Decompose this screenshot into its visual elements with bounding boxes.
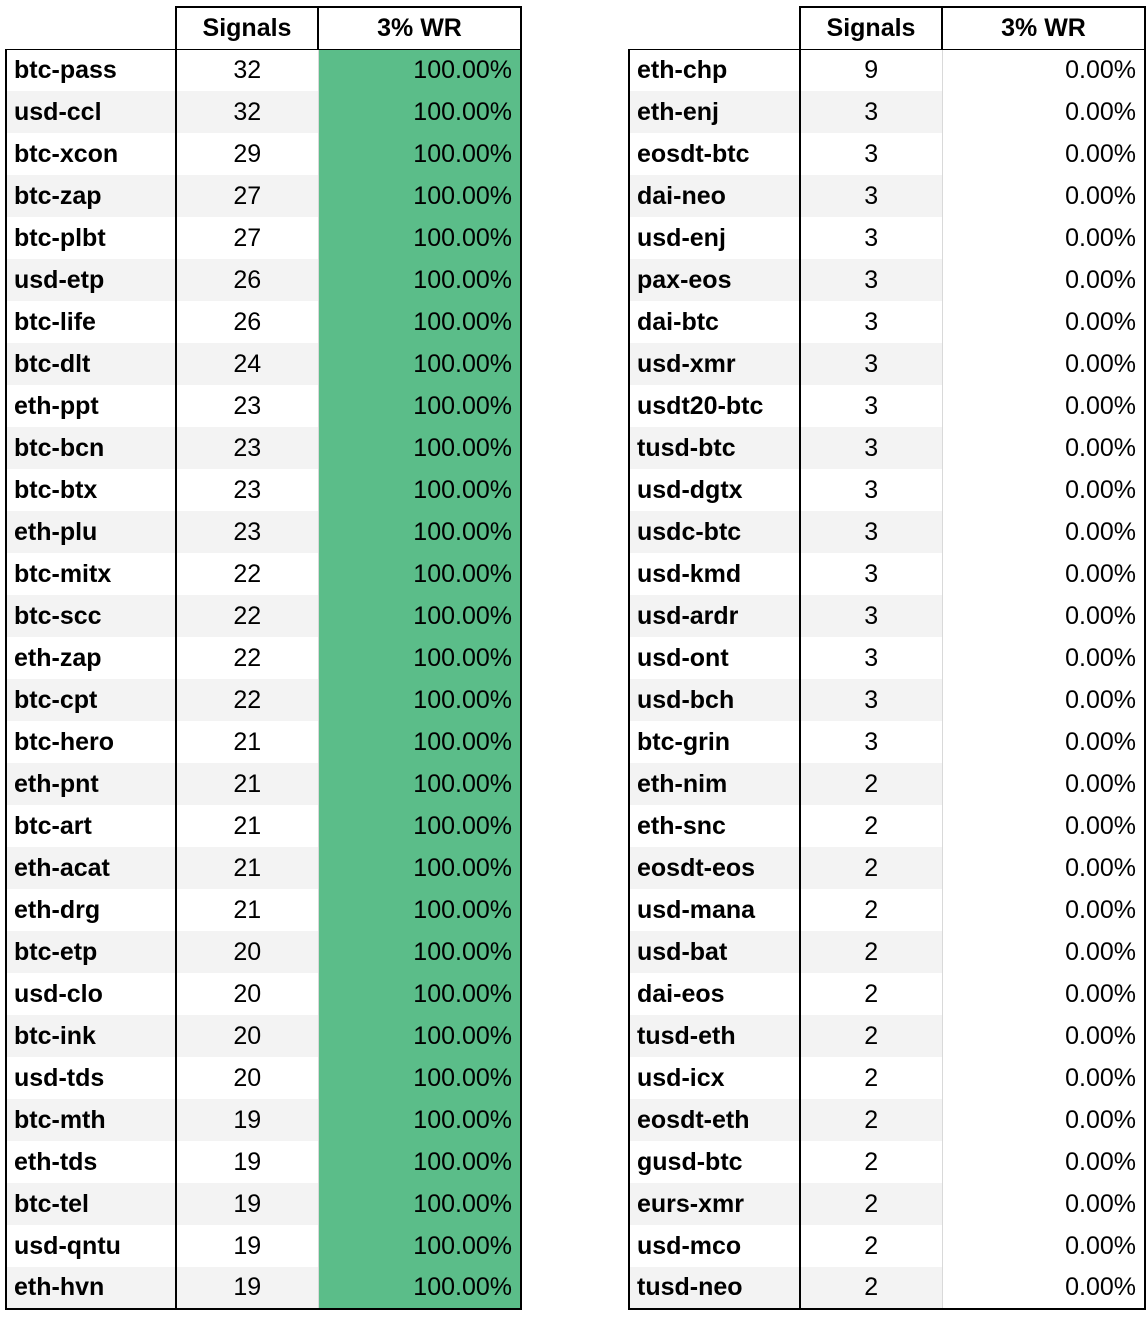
signals-cell: 32: [176, 91, 318, 133]
win-rate-cell: 0.00%: [942, 217, 1145, 259]
signals-cell: 2: [800, 763, 942, 805]
signals-cell: 3: [800, 133, 942, 175]
win-rate-cell: 0.00%: [942, 133, 1145, 175]
pair-cell: usd-mco: [629, 1225, 800, 1267]
pair-cell: btc-life: [6, 301, 176, 343]
win-rate-cell: 100.00%: [318, 49, 521, 91]
signals-cell: 23: [176, 511, 318, 553]
pair-cell: dai-eos: [629, 973, 800, 1015]
signals-cell: 19: [176, 1141, 318, 1183]
table-row: [6, 511, 521, 553]
win-rate-cell: 100.00%: [318, 679, 521, 721]
signals-cell: 19: [176, 1267, 318, 1309]
signals-cell: 19: [176, 1183, 318, 1225]
table-row: [6, 175, 521, 217]
table-row: [629, 469, 1145, 511]
signals-cell: 2: [800, 1057, 942, 1099]
win-rate-cell: 100.00%: [318, 1183, 521, 1225]
win-rate-cell: 100.00%: [318, 637, 521, 679]
table-row: [629, 175, 1145, 217]
pair-cell: eth-drg: [6, 889, 176, 931]
table-row: [6, 763, 521, 805]
pair-cell: usd-mana: [629, 889, 800, 931]
signals-cell: 9: [800, 49, 942, 91]
pair-cell: usd-enj: [629, 217, 800, 259]
win-rate-cell: 100.00%: [318, 847, 521, 889]
table-row: [629, 1225, 1145, 1267]
signals-cell: 21: [176, 889, 318, 931]
win-rate-cell: 100.00%: [318, 133, 521, 175]
win-rate-cell: 100.00%: [318, 511, 521, 553]
signals-cell: 3: [800, 721, 942, 763]
win-rate-cell: 100.00%: [318, 91, 521, 133]
win-rate-cell: 100.00%: [318, 301, 521, 343]
win-rate-cell: 100.00%: [318, 1267, 521, 1309]
table-row: [629, 343, 1145, 385]
table-row: [629, 637, 1145, 679]
win-rate-cell: 100.00%: [318, 889, 521, 931]
signals-cell: 26: [176, 259, 318, 301]
table-row: [629, 973, 1145, 1015]
table-row: [6, 973, 521, 1015]
signals-cell: 3: [800, 595, 942, 637]
pair-cell: usd-icx: [629, 1057, 800, 1099]
table-row: [6, 637, 521, 679]
pair-cell: btc-xcon: [6, 133, 176, 175]
win-rate-cell: 100.00%: [318, 1141, 521, 1183]
table-row: [629, 1099, 1145, 1141]
signals-cell: 23: [176, 469, 318, 511]
pair-cell: eth-ppt: [6, 385, 176, 427]
signals-cell: 23: [176, 427, 318, 469]
right-results-table: [628, 6, 1146, 1310]
pair-cell: btc-btx: [6, 469, 176, 511]
table-row: [6, 133, 521, 175]
table-row: [629, 721, 1145, 763]
table-row: [6, 469, 521, 511]
signals-cell: 2: [800, 1225, 942, 1267]
table-row: [629, 259, 1145, 301]
win-rate-cell: 100.00%: [318, 1099, 521, 1141]
table-row: [629, 805, 1145, 847]
signals-cell: 3: [800, 679, 942, 721]
pair-cell: usdc-btc: [629, 511, 800, 553]
table-row: [629, 133, 1145, 175]
signals-cell: 3: [800, 511, 942, 553]
pair-cell: eth-enj: [629, 91, 800, 133]
table-row: [6, 385, 521, 427]
pair-cell: dai-btc: [629, 301, 800, 343]
pair-cell: btc-hero: [6, 721, 176, 763]
signals-cell: 19: [176, 1099, 318, 1141]
win-rate-cell: 100.00%: [318, 553, 521, 595]
pair-cell: usd-dgtx: [629, 469, 800, 511]
table-row: [629, 763, 1145, 805]
pair-cell: tusd-btc: [629, 427, 800, 469]
table-row: [6, 343, 521, 385]
pair-cell: usd-ont: [629, 637, 800, 679]
signals-cell: 21: [176, 721, 318, 763]
table-row: [6, 1183, 521, 1225]
pair-cell: eth-nim: [629, 763, 800, 805]
pair-cell: eth-snc: [629, 805, 800, 847]
signals-cell: 20: [176, 1015, 318, 1057]
table-row: [629, 217, 1145, 259]
table-row: [6, 427, 521, 469]
pair-cell: eosdt-eth: [629, 1099, 800, 1141]
win-rate-cell: 0.00%: [942, 91, 1145, 133]
win-rate-cell: 0.00%: [942, 1267, 1145, 1309]
table-row: [6, 217, 521, 259]
signals-cell: 22: [176, 637, 318, 679]
pair-cell: btc-zap: [6, 175, 176, 217]
win-rate-cell: 0.00%: [942, 175, 1145, 217]
pair-cell: btc-art: [6, 805, 176, 847]
table-row: [6, 679, 521, 721]
win-rate-cell: 0.00%: [942, 1225, 1145, 1267]
win-rate-cell: 0.00%: [942, 1099, 1145, 1141]
table-row: [629, 91, 1145, 133]
win-rate-cell: 0.00%: [942, 889, 1145, 931]
table-row: [629, 1141, 1145, 1183]
table-row: [629, 1057, 1145, 1099]
pair-cell: btc-pass: [6, 49, 176, 91]
signals-cell: 2: [800, 973, 942, 1015]
signals-cell: 27: [176, 175, 318, 217]
signals-cell: 3: [800, 469, 942, 511]
win-rate-cell: 100.00%: [318, 175, 521, 217]
header-row: [629, 7, 1145, 49]
signals-cell: 3: [800, 385, 942, 427]
pair-cell: btc-dlt: [6, 343, 176, 385]
win-rate-cell: 0.00%: [942, 511, 1145, 553]
signals-cell: 29: [176, 133, 318, 175]
signals-cell: 2: [800, 847, 942, 889]
signals-cell: 2: [800, 1141, 942, 1183]
pair-cell: usd-bch: [629, 679, 800, 721]
pair-cell: tusd-neo: [629, 1267, 800, 1309]
pair-cell: tusd-eth: [629, 1015, 800, 1057]
right-table-body: [629, 49, 1145, 1309]
signals-cell: 24: [176, 343, 318, 385]
table-row: [629, 427, 1145, 469]
table-row: [6, 889, 521, 931]
header-signals: Signals: [800, 7, 942, 49]
signals-cell: 3: [800, 637, 942, 679]
win-rate-cell: 0.00%: [942, 343, 1145, 385]
win-rate-cell: 100.00%: [318, 427, 521, 469]
table-row: [6, 1225, 521, 1267]
pair-cell: usd-kmd: [629, 553, 800, 595]
pair-cell: usd-bat: [629, 931, 800, 973]
signals-cell: 19: [176, 1225, 318, 1267]
win-rate-cell: 100.00%: [318, 343, 521, 385]
win-rate-cell: 100.00%: [318, 1015, 521, 1057]
win-rate-cell: 0.00%: [942, 931, 1145, 973]
table-row: [6, 301, 521, 343]
pair-cell: btc-mth: [6, 1099, 176, 1141]
table-row: [629, 595, 1145, 637]
win-rate-cell: 0.00%: [942, 763, 1145, 805]
win-rate-cell: 0.00%: [942, 805, 1145, 847]
left-results-table: [5, 6, 522, 1310]
win-rate-cell: 100.00%: [318, 1057, 521, 1099]
win-rate-cell: 100.00%: [318, 385, 521, 427]
header-row: [6, 7, 521, 49]
table-row: [6, 1015, 521, 1057]
signals-cell: 21: [176, 763, 318, 805]
table-row: [629, 1015, 1145, 1057]
pair-cell: eth-tds: [6, 1141, 176, 1183]
pair-cell: btc-etp: [6, 931, 176, 973]
signals-cell: 20: [176, 1057, 318, 1099]
pair-cell: btc-ink: [6, 1015, 176, 1057]
win-rate-cell: 0.00%: [942, 679, 1145, 721]
signals-cell: 26: [176, 301, 318, 343]
signals-cell: 2: [800, 1267, 942, 1309]
pair-cell: eth-acat: [6, 847, 176, 889]
pair-cell: btc-grin: [629, 721, 800, 763]
signals-cell: 2: [800, 1015, 942, 1057]
signals-cell: 3: [800, 217, 942, 259]
table-row: [6, 847, 521, 889]
win-rate-cell: 0.00%: [942, 49, 1145, 91]
win-rate-cell: 0.00%: [942, 1141, 1145, 1183]
signals-cell: 2: [800, 1099, 942, 1141]
win-rate-cell: 0.00%: [942, 1183, 1145, 1225]
win-rate-cell: 0.00%: [942, 973, 1145, 1015]
pair-cell: usd-ardr: [629, 595, 800, 637]
table-row: [6, 1267, 521, 1309]
signals-cell: 21: [176, 805, 318, 847]
signals-cell: 21: [176, 847, 318, 889]
pair-cell: eurs-xmr: [629, 1183, 800, 1225]
signals-cell: 3: [800, 259, 942, 301]
pair-cell: eth-zap: [6, 637, 176, 679]
pair-cell: eosdt-btc: [629, 133, 800, 175]
table-row: [6, 49, 521, 91]
signals-cell: 20: [176, 973, 318, 1015]
win-rate-cell: 0.00%: [942, 469, 1145, 511]
signals-cell: 3: [800, 343, 942, 385]
win-rate-cell: 100.00%: [318, 931, 521, 973]
win-rate-cell: 0.00%: [942, 1057, 1145, 1099]
win-rate-cell: 0.00%: [942, 637, 1145, 679]
signals-cell: 20: [176, 931, 318, 973]
signals-cell: 3: [800, 301, 942, 343]
pair-cell: btc-scc: [6, 595, 176, 637]
pair-cell: dai-neo: [629, 175, 800, 217]
header-win-rate: 3% WR: [318, 7, 521, 49]
signals-cell: 27: [176, 217, 318, 259]
win-rate-cell: 0.00%: [942, 259, 1145, 301]
table-row: [629, 679, 1145, 721]
win-rate-cell: 0.00%: [942, 385, 1145, 427]
win-rate-cell: 0.00%: [942, 847, 1145, 889]
win-rate-cell: 100.00%: [318, 805, 521, 847]
table-row: [6, 553, 521, 595]
table-row: [629, 511, 1145, 553]
table-row: [629, 1267, 1145, 1309]
header-signals: Signals: [176, 7, 318, 49]
pair-cell: btc-bcn: [6, 427, 176, 469]
header-pair-cell: [629, 7, 800, 49]
table-row: [6, 595, 521, 637]
pair-cell: usd-clo: [6, 973, 176, 1015]
pair-cell: usdt20-btc: [629, 385, 800, 427]
left-table-body: [6, 49, 521, 1309]
signals-cell: 32: [176, 49, 318, 91]
signals-cell: 23: [176, 385, 318, 427]
win-rate-cell: 0.00%: [942, 553, 1145, 595]
table-row: [629, 301, 1145, 343]
pair-cell: btc-plbt: [6, 217, 176, 259]
pair-cell: eosdt-eos: [629, 847, 800, 889]
pair-cell: eth-pnt: [6, 763, 176, 805]
win-rate-cell: 0.00%: [942, 1015, 1145, 1057]
signals-cell: 3: [800, 175, 942, 217]
table-row: [629, 49, 1145, 91]
pair-cell: btc-cpt: [6, 679, 176, 721]
table-row: [6, 1057, 521, 1099]
pair-cell: usd-tds: [6, 1057, 176, 1099]
table-row: [6, 721, 521, 763]
win-rate-cell: 100.00%: [318, 973, 521, 1015]
signals-cell: 22: [176, 679, 318, 721]
header-pair-cell: [6, 7, 176, 49]
pair-cell: eth-chp: [629, 49, 800, 91]
win-rate-cell: 100.00%: [318, 595, 521, 637]
signals-cell: 3: [800, 553, 942, 595]
win-rate-cell: 100.00%: [318, 217, 521, 259]
table-row: [629, 385, 1145, 427]
signals-cell: 3: [800, 91, 942, 133]
signals-cell: 2: [800, 805, 942, 847]
header-win-rate: 3% WR: [942, 7, 1145, 49]
win-rate-cell: 0.00%: [942, 595, 1145, 637]
signals-cell: 22: [176, 595, 318, 637]
table-row: [629, 847, 1145, 889]
table-row: [6, 259, 521, 301]
pair-cell: gusd-btc: [629, 1141, 800, 1183]
table-row: [629, 889, 1145, 931]
pair-cell: eth-plu: [6, 511, 176, 553]
pair-cell: usd-qntu: [6, 1225, 176, 1267]
table-row: [629, 553, 1145, 595]
signals-cell: 2: [800, 889, 942, 931]
pair-cell: btc-tel: [6, 1183, 176, 1225]
win-rate-cell: 100.00%: [318, 763, 521, 805]
win-rate-cell: 100.00%: [318, 1225, 521, 1267]
win-rate-cell: 100.00%: [318, 259, 521, 301]
signals-cell: 3: [800, 427, 942, 469]
pair-cell: pax-eos: [629, 259, 800, 301]
table-row: [629, 1183, 1145, 1225]
pair-cell: usd-xmr: [629, 343, 800, 385]
win-rate-cell: 0.00%: [942, 721, 1145, 763]
signals-cell: 22: [176, 553, 318, 595]
table-row: [6, 931, 521, 973]
table-row: [629, 931, 1145, 973]
win-rate-cell: 0.00%: [942, 301, 1145, 343]
table-row: [6, 1099, 521, 1141]
signals-cell: 2: [800, 1183, 942, 1225]
win-rate-cell: 100.00%: [318, 721, 521, 763]
win-rate-cell: 100.00%: [318, 469, 521, 511]
win-rate-cell: 0.00%: [942, 427, 1145, 469]
table-row: [6, 91, 521, 133]
table-row: [6, 805, 521, 847]
pair-cell: usd-ccl: [6, 91, 176, 133]
pair-cell: btc-mitx: [6, 553, 176, 595]
pair-cell: eth-hvn: [6, 1267, 176, 1309]
pair-cell: usd-etp: [6, 259, 176, 301]
signals-cell: 2: [800, 931, 942, 973]
table-row: [6, 1141, 521, 1183]
